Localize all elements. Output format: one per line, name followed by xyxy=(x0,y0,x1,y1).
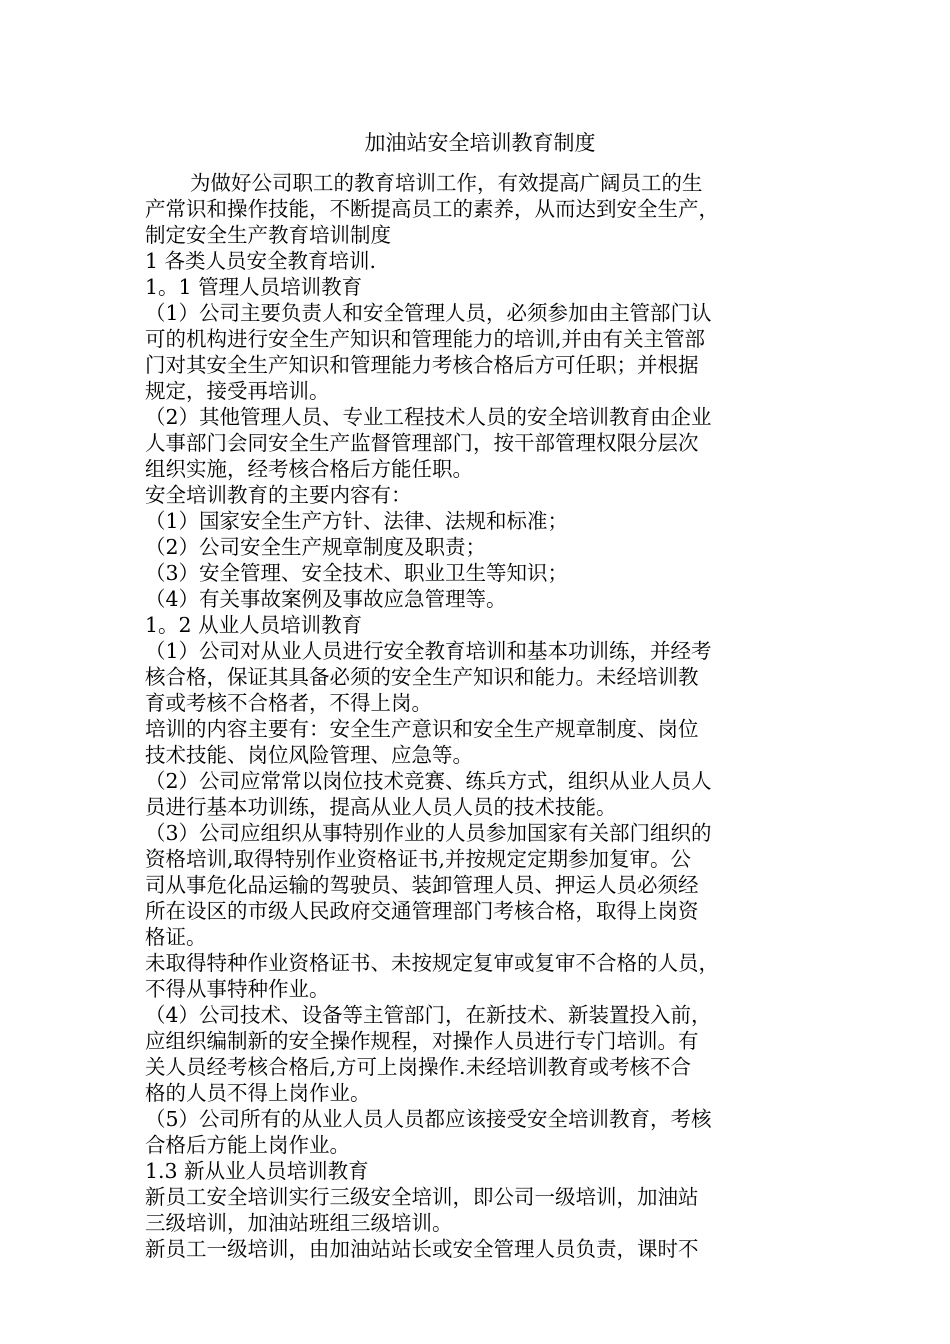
text-line: 员进行基本功训练，提高从业人员人员的技术技能。 xyxy=(145,795,617,819)
text-line: 门对其安全生产知识和管理能力考核合格后方可任职；并根据 xyxy=(145,353,699,377)
text-line: 培训的内容主要有：安全生产意识和安全生产规章制度、岗位 xyxy=(145,717,699,741)
text-line: 安全培训教育的主要内容有： xyxy=(145,483,412,507)
text-line: 合格后方能上岗作业。 xyxy=(145,1133,350,1157)
text-line: 不得从事特种作业。 xyxy=(145,977,330,1001)
text-line: 应组织编制新的安全操作规程，对操作人员进行专门培训。有 xyxy=(145,1029,699,1053)
text-line: （2）公司应常常以岗位技术竞赛、练兵方式，组织从业人员人 xyxy=(145,769,712,793)
text-line: 新员工安全培训实行三级安全培训，即公司一级培训，加油站 xyxy=(145,1185,699,1209)
text-line: （3）安全管理、安全技术、职业卫生等知识； xyxy=(145,561,569,585)
text-line: （1）公司主要负责人和安全管理人员，必须参加由主管部门认 xyxy=(145,301,712,325)
text-line: （1）国家安全生产方针、法律、法规和标准； xyxy=(145,509,569,533)
text-line: 技术技能、岗位风险管理、应急等。 xyxy=(145,743,473,767)
text-line: 司从事危化品运输的驾驶员、装卸管理人员、押运人员必须经 xyxy=(145,873,699,897)
text-line: 组织实施，经考核合格后方能任职。 xyxy=(145,457,473,481)
document-title: 加油站安全培训教育制度 xyxy=(364,131,596,155)
text-line: （1）公司对从业人员进行安全教育培训和基本功训练，并经考 xyxy=(145,639,712,663)
text-line: 1 各类人员安全教育培训. xyxy=(145,249,377,273)
document-page xyxy=(145,130,815,1262)
text-line: 1。2 从业人员培训教育 xyxy=(145,613,363,637)
text-line: （5）公司所有的从业人员人员都应该接受安全培训教育，考核 xyxy=(145,1107,712,1131)
text-line: 未取得特种作业资格证书、未按规定复审或复审不合格的人员， xyxy=(145,951,719,975)
text-line: 1.3 新从业人员培训教育 xyxy=(145,1159,369,1183)
text-line: （4）公司技术、设备等主管部门，在新技术、新装置投入前， xyxy=(145,1003,712,1027)
text-line: （2）公司安全生产规章制度及职责； xyxy=(145,535,487,559)
text-line: （3）公司应组织从事特别作业的人员参加国家有关部门组织的 xyxy=(145,821,712,845)
text-line: （4）有关事故案例及事故应急管理等。 xyxy=(145,587,507,611)
text-line: 1。1 管理人员培训教育 xyxy=(145,275,363,299)
text-line: 可的机构进行安全生产知识和管理能力的培训,并由有关主管部 xyxy=(145,327,706,351)
text-line: 三级培训，加油站班组三级培训。 xyxy=(145,1211,453,1235)
text-line: 关人员经考核合格后,方可上岗操作.未经培训教育或考核不合 xyxy=(145,1055,692,1079)
document-body xyxy=(145,170,815,1262)
text-line: 格的人员不得上岗作业。 xyxy=(145,1081,371,1105)
text-line: 资格培训,取得特别作业资格证书,并按规定定期参加复审。公 xyxy=(145,847,692,871)
text-line: 为做好公司职工的教育培训工作，有效提高广阔员工的生 xyxy=(190,171,703,195)
text-line: 所在设区的市级人民政府交通管理部门考核合格，取得上岗资 xyxy=(145,899,699,923)
text-line: 核合格，保证其具备必须的安全生产知识和能力。未经培训教 xyxy=(145,665,699,689)
text-line: 格证。 xyxy=(145,925,207,949)
text-line: 育或考核不合格者，不得上岗。 xyxy=(145,691,432,715)
text-line: 新员工一级培训，由加油站站长或安全管理人员负责，课时不 xyxy=(145,1237,699,1261)
text-line: 产常识和操作技能，不断提高员工的素养，从而达到安全生产， xyxy=(145,197,719,221)
text-line: 规定，接受再培训。 xyxy=(145,379,330,403)
text-line: （2）其他管理人员、专业工程技术人员的安全培训教育由企业 xyxy=(145,405,712,429)
text-line: 人事部门会同安全生产监督管理部门，按干部管理权限分层次 xyxy=(145,431,699,455)
text-line: 制定安全生产教育培训制度 xyxy=(145,223,391,247)
